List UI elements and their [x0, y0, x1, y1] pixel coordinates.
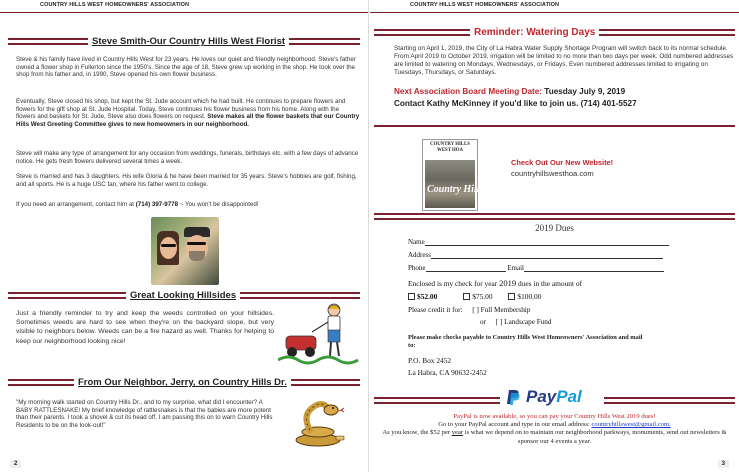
- paypal-line-1: PayPal is now available, so you can pay your Country Hills West 2019 dues!: [453, 413, 656, 420]
- email-label: Email: [507, 264, 524, 272]
- enclosed-text-2: dues in the amount of: [518, 279, 583, 288]
- florist-p2-bold: Steve makes all the flower baskets that our Country Hills West Greeting Committee gives to new homeowners in our neighborhood.: [16, 113, 360, 128]
- checkbox-icon[interactable]: [508, 293, 515, 300]
- paypal-logo-pay: Pay: [526, 387, 557, 406]
- hoa-sign-image: [422, 139, 484, 211]
- option-full-membership[interactable]: [ ] Full Membership: [472, 306, 531, 314]
- dues-address-row[interactable]: [408, 251, 663, 259]
- header-rule: [370, 12, 739, 13]
- amount-option-75[interactable]: $75.00: [463, 292, 492, 301]
- hillsides-title: Great Looking Hillsides: [126, 290, 240, 301]
- lawnmower-illustration: [278, 300, 360, 366]
- or-label: or: [480, 318, 486, 326]
- florist-title: Steve Smith-Our Country Hills West Florist: [88, 36, 289, 47]
- dues-phone-row[interactable]: [408, 264, 664, 272]
- email-field[interactable]: [524, 265, 664, 272]
- phone-label: Phone: [408, 264, 426, 272]
- neighbor-text: "My morning walk started on Country Hills Dr., and to my surprise, what did I encounter? A BABY RATTLESNAKE! My brief knowledge of rattlesnakes is that the babies are more potent than their parents. I took a shovel & cut its head off. I am passing this on to warn Country Hills Residents to be on the look-out!": [16, 399, 273, 429]
- paypal-p-icon: [506, 389, 520, 406]
- checkbox-icon[interactable]: [463, 293, 470, 300]
- section-rule: [374, 125, 735, 127]
- amount-option-52[interactable]: $52.00: [408, 292, 437, 301]
- page-number-right: 3: [718, 460, 729, 468]
- florist-closing: ~ You won't be disappointed!: [179, 201, 259, 208]
- newsletter-page-left: [0, 0, 369, 472]
- sign-caption: COUNTRY HILLS WEST HOA: [430, 142, 470, 153]
- page-number-left: 2: [10, 460, 21, 468]
- section-divider: [374, 213, 735, 220]
- florist-couple-photo: [151, 217, 219, 285]
- name-field[interactable]: [425, 239, 669, 246]
- paypal-message: [374, 413, 735, 446]
- enclosed-year: 2019: [499, 278, 517, 288]
- rattlesnake-illustration: [288, 396, 348, 448]
- dues-enclosed-line: [408, 278, 582, 288]
- meeting-contact: Contact Kathy McKinney if you'd like to join us. (714) 401-5527: [394, 99, 637, 108]
- paypal-email-link[interactable]: countryhillswest@gmail.com.: [591, 421, 671, 429]
- paypal-logo-pal: Pal: [556, 387, 582, 406]
- dues-city: La Habra, CA 90632-2452: [408, 368, 487, 377]
- florist-paragraph-3: Steve will make any type of arrangement for any occasion from weddings, funerals, birthdays etc. with a few days of advance notice. He gets fresh flowers delivered several times a week.: [16, 150, 359, 165]
- florist-contact-text: If you need an arrangement, contact him at: [16, 201, 134, 208]
- header-assoc-name: COUNTRY HILLS WEST HOMEOWNERS' ASSOCIATION: [40, 2, 190, 8]
- checkbox-icon[interactable]: [408, 293, 415, 300]
- florist-paragraph-4: Steve is married and has 3 daughters. His wife Gloria & he have been married for 35 years. Steve's hobbies are golf, fishing, and all sports. He is a huge USC fan, where his father went to college.: [16, 173, 357, 188]
- dues-credit-row-2: [480, 318, 551, 326]
- florist-phone: (714) 397-9778: [135, 201, 179, 208]
- amount-option-100[interactable]: $100.00: [508, 292, 541, 301]
- watering-text: Starting on April 1, 2019, the City of La Habra Water Supply Shortage Program will switch back to its normal schedule. From April 2019 to October 2019, irrigation will be limited to no more than two days per week. Odd numbered addresses are limited to watering on Mondays, Wednesdays, or Fridays. Even numbered addresses limited to irrigating on Tuesdays, Thursdays, or Saturdays.: [394, 45, 734, 76]
- header-rule: [0, 12, 368, 13]
- meeting-line-1: [394, 87, 625, 96]
- florist-paragraph-5: [16, 201, 360, 209]
- dues-credit-row: [408, 306, 530, 314]
- meeting-label: Next Association Board Meeting Date:: [394, 87, 543, 96]
- enclosed-text: Enclosed is my check for year: [408, 279, 498, 288]
- website-cta: Check Out Our New Website!: [511, 158, 614, 167]
- address-field[interactable]: [431, 252, 663, 259]
- hillsides-text: Just a friendly reminder to try and keep the weeds controlled on your hillsides. Sometimes weeds are hard to see when they're on the backyard slope, but very visible to neighbors below. Weeds can be a fire hazard as well. Thanks for helping to keep our neighborhood looking nice!: [16, 310, 274, 345]
- paypal-logo: [500, 386, 604, 410]
- dues-amount-options: [408, 292, 541, 301]
- dues-po-box: P.O. Box 2452: [408, 356, 452, 365]
- sign-stone: [425, 160, 484, 208]
- paypal-line-2: Go to your PayPal account and type in our email address: countryhillswest@gmail.com.: [438, 421, 671, 429]
- neighbor-title: From Our Neighbor, Jerry, on Country Hills Dr.: [74, 377, 291, 388]
- florist-paragraph-2: [16, 98, 360, 128]
- dues-payable-instructions: Please make checks payable to Country Hills West Homeowners' Association and mail to:: [408, 334, 643, 349]
- name-label: Name: [408, 238, 425, 246]
- meeting-date: Tuesday July 9, 2019: [544, 87, 626, 96]
- address-label: Address: [408, 251, 431, 259]
- florist-p2-text: Eventually, Steve closed his shop, but kept the St. Jude account which he had built. He continues to prepare flowers and flowers for the gift shop at St. Jude Hospital. Today, Steve continues his flower business from his home. Along with the flowers and baskets for St. Jude, Steve also does flowers on request.: [16, 98, 346, 121]
- website-url[interactable]: countryhillswesthoa.com: [511, 169, 594, 178]
- florist-paragraph-1: Steve & his family have lived in Country Hills West for 23 years. He loves our quiet and friendly neighborhood. Steve's father owned a flower shop in Fullerton since the 1950's. Since the age of 18, Steve grew up working in the shop. He took over the shop from his father and, in 1990, Steve opened his own flower business.: [16, 56, 356, 79]
- dues-title: 2019 Dues: [535, 223, 574, 233]
- watering-title: Reminder: Watering Days: [470, 27, 599, 38]
- paypal-line-3: As you know, the $52 per year is what we depend on to maintain our neighborhood parkways, monuments, send out newsletters & sponsor our 4 events a year.: [382, 429, 727, 445]
- credit-label: Please credit it for:: [408, 306, 463, 314]
- newsletter-page-right: [370, 0, 739, 472]
- header-assoc-name: COUNTRY HILLS WEST HOMEOWNERS' ASSOCIATION: [410, 2, 560, 8]
- phone-field[interactable]: [426, 265, 506, 272]
- option-landscape-fund[interactable]: [ ] Landscape Fund: [495, 318, 552, 326]
- dues-name-row[interactable]: [408, 238, 669, 246]
- sign-lettering: Country Hills: [427, 184, 484, 195]
